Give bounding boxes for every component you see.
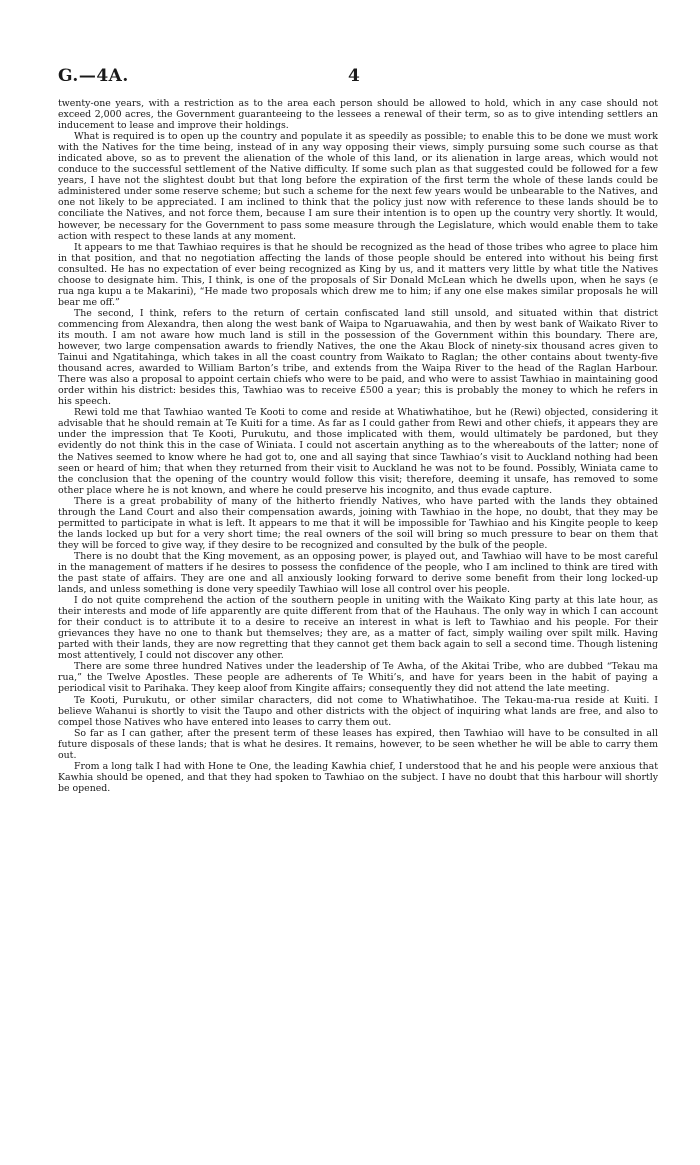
paragraph: From a long talk I had with Hone te One, the leading Kawhia chief, I understood that he and his people were anxious that Kawhia should be opened, and that they had spoken to Tawhiao on the subject. I have no doubt that this harbour will shortly be opened. [58, 760, 658, 794]
paragraph: It appears to me that Tawhiao requires is that he should be recognized as the head of those tribes who agree to place him in that position, and that no negotiation affecting the lands of those people should be entered into without his being first consulted. He has no expectation of ever being recognized as King by us, and it matters very little by what title the Natives choose to designate him. This, I think, is one of the proposals of Sir Donald McLean which he dwells upon, when he says (e rua nga kupu a te Makarini), “He made two proposals which drew me to him; if any one else makes similar proposals he will bear me off.” [58, 241, 658, 308]
paragraph: So far as I can gather, after the present term of these leases has expired, then Tawhiao will have to be consulted in all future disposals of these lands; that is what he desires. It remains, however, to be seen whether he will be able to carry them out. [58, 727, 658, 761]
page-header [58, 66, 660, 90]
paragraph: twenty-one years, with a restriction as to the area each person should be allowed to hold, which in any case should not exceed 2,000 acres, the Government guaranteeing to the lessees a renewal of their term, so as to give intending settlers an inducement to lease and improve their holdings. [58, 98, 658, 132]
document-id: G.—4A. [58, 66, 129, 86]
page-number: 4 [348, 66, 360, 86]
paragraph: There is a great probability of many of the hitherto friendly Natives, who have parted with the lands they obtained through the Land Court and also their compensation awards, joining with Tawhiao in the hope, no doubt, that they may be permitted to participate in what is left. It appears to me that it will be impossible for Tawhiao and his Kingite people to keep the lands locked up but for a very short time; the real owners of the soil will bring so much pressure to bear on them that they will be forced to give way, if they desire to be recognized and consulted by the bulk of the people. [58, 495, 658, 551]
paragraph: What is required is to open up the country and populate it as speedily as possible; to enable this to be done we must work with the Natives for the time being, instead of in any way opposing their views, simply pursuing some such course as that indicated above, so as to prevent the alienation of the whole of this land, or its alienation in large areas, which would not conduce to the successful settlement of the Native difficulty. If some such plan as that suggested could be followed for a few years, I have not the slightest doubt but that long before the expiration of the first term the whole of these lands could be administered under some reserve scheme; but such a scheme for the next few years would be unbearable to the Natives, and one not likely to be appreciated. I am inclined to think that the policy just now with reference to these lands should be to conciliate the Natives, and not force them, because I am sure their intention is to open up the country very shortly. It would, however, be necessary for the Government to pass some measure through the Legislature, which would enable them to take action with respect to these lands at any moment. [58, 131, 658, 242]
paragraph: There is no doubt that the King movement, as an opposing power, is played out, and Tawhiao will have to be most careful in the management of matters if he desires to possess the confidence of the people, who I am inclined to think are tired with the past state of affairs. They are one and all anxiously looking forward to derive some benefit from their long locked-up lands, and unless something is done very speedily Tawhiao will lose all control over his people. [58, 550, 658, 596]
paragraph: There are some three hundred Natives under the leadership of Te Awha, of the Akitai Tribe, who are dubbed “Tekau ma rua,” the Twelve Apostles. These people are adherents of Te Whiti’s, and have for years been in the habit of paying a periodical visit to Parihaka. They keep aloof from Kingite affairs; consequently they did not attend the late meeting. [58, 661, 658, 695]
paragraph: Te Kooti, Purukutu, or other similar characters, did not come to Whatiwhatihoe. The Tekau-ma-rua reside at Kuiti. I believe Wahanui is shortly to visit the Taupo and other districts with the object of inquiring what lands are free, and also to compel those Natives who have entered into leases to carry them out. [58, 694, 658, 728]
paragraph: I do not quite comprehend the action of the southern people in uniting with the Waikato King party at this late hour, as their interests and mode of life apparently are quite different from that of the Hauhaus. The only way in which I can account for their conduct is to attribute it to a desire to receive an interest in what is left to Tawhiao and his people. For their grievances they have no one to thank but themselves; they are, as a matter of fact, simply wailing over spilt milk. Having parted with their lands, they are now regretting that they cannot get them back again to sell a second time. Though listening most attentively, I could not discover any other. [58, 595, 658, 662]
document-body [58, 98, 658, 794]
paragraph: The second, I think, refers to the return of certain confiscated land still unsold, and situated within that district commencing from Alexandra, then along the west bank of Waipa to Ngaruawahia, and then by west bank of Waikato River to its mouth. I am not aware how much land is still in the possession of the Government within this boundary. There are, however, two large compensation awards to friendly Natives, the one the Akau Block of ninety-six thousand acres given to Tainui and Ngatitahinga, which takes in all the coast country from Waikato to Raglan; the other contains about twenty-five thousand acres, awarded to William Barton’s tribe, and extends from the Waipa River to the head of the Raglan Harbour. There was also a proposal to appoint certain chiefs who were to be paid, and who were to assist Tawhiao in maintaining good order within his district: besides this, Tawhiao was to receive £500 a year; this is probably the money to which he refers in his speech. [58, 307, 658, 408]
paragraph: Rewi told me that Tawhiao wanted Te Kooti to come and reside at Whatiwhatihoe, but he (Rewi) objected, considering it advisable that he should remain at Te Kuiti for a time. As far as I could gather from Rewi and other chiefs, it appears they are under the impression that Te Kooti, Purukutu, and those implicated with them, would ultimately be pardoned, but they evidently do not think this in the case of Winiata. I could not ascertain anything as to the whereabouts of the latter; none of the Natives seemed to know where he had got to, one and all saying that since Tawhiao’s visit to Auckland nothing had been seen or heard of him; that when they returned from their visit to Auckland he was not to be found. Possibly, Winiata came to the conclusion that the opening of the country would follow this visit; therefore, deeming it unsafe, has removed to some other place where he is not known, and where he could preserve his incognito, and thus evade capture. [58, 407, 658, 496]
